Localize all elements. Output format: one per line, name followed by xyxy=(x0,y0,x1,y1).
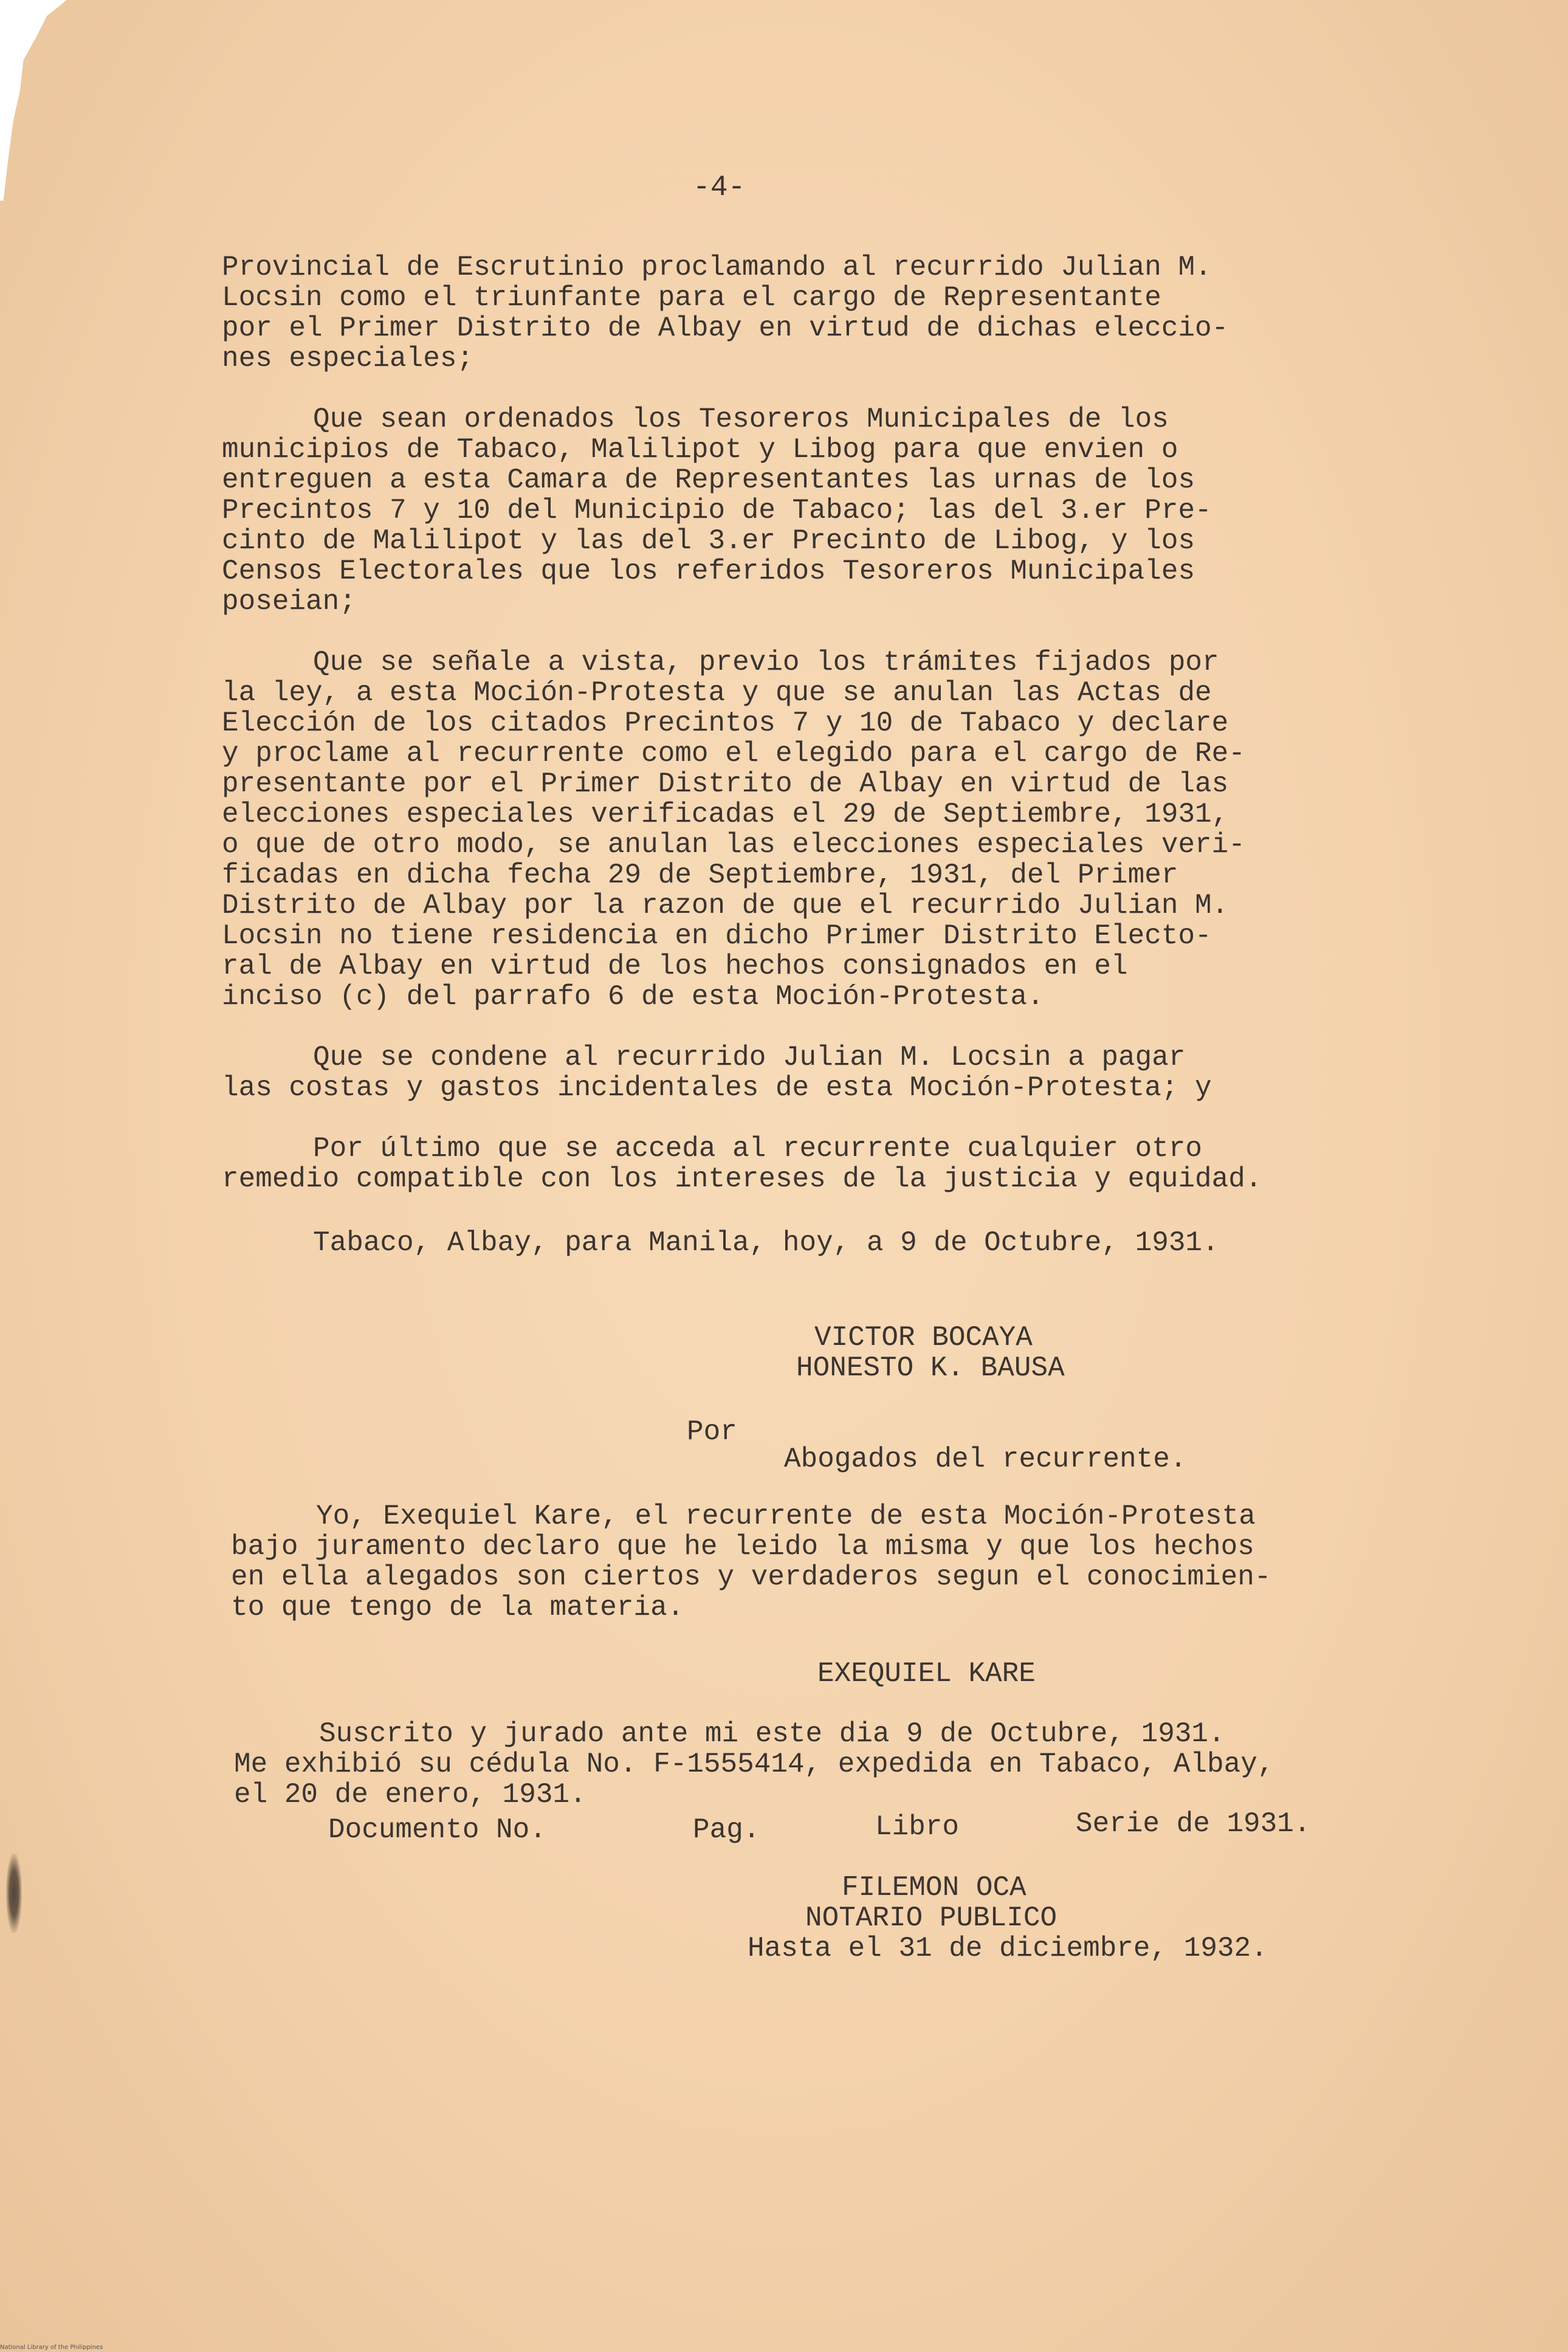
text-line: la ley, a esta Moción-Protesta y que se anulan las Actas de xyxy=(222,677,1212,709)
torn-corner xyxy=(0,0,67,201)
text-line: el 20 de enero, 1931. xyxy=(234,1779,586,1810)
text-line: en ella alegados son ciertos y verdaderos segun el conocimien- xyxy=(231,1561,1271,1593)
text-line: Elección de los citados Precintos 7 y 10 de Tabaco y declare xyxy=(222,707,1229,739)
text-line: Locsin no tiene residencia en dicho Primer Distrito Electo- xyxy=(222,920,1212,952)
jurat-doc-no: Documento No. xyxy=(328,1814,546,1846)
text-line: las costas y gastos incidentales de esta Moción-Protesta; y xyxy=(222,1072,1212,1104)
text-line: Yo, Exequiel Kare, el recurrente de esta Moción-Protesta xyxy=(316,1501,1256,1532)
text-line: Por último que se acceda al recurrente cualquier otro xyxy=(313,1133,1203,1164)
paragraph-3 xyxy=(222,647,1377,1012)
text-line: nes especiales; xyxy=(222,343,474,374)
page-number: -4- xyxy=(693,171,746,204)
text-line: por el Primer Distrito de Albay en virtud de dichas eleccio- xyxy=(222,312,1229,344)
text-line: entreguen a esta Camara de Representantes las urnas de los xyxy=(222,464,1195,496)
attorney-por: Por xyxy=(687,1416,737,1448)
text-line: Censos Electorales que los referidos Tesoreros Municipales xyxy=(222,555,1195,587)
verification-signer: EXEQUIEL KARE xyxy=(817,1658,1036,1690)
jurat-pag: Pag. xyxy=(693,1814,760,1846)
paragraph-2 xyxy=(222,404,1377,617)
text-line: poseian; xyxy=(222,586,356,617)
place-date: Tabaco, Albay, para Manila, hoy, a 9 de Octubre, 1931. xyxy=(313,1227,1219,1259)
footer-credit: National Library of the Philippines xyxy=(0,2344,103,2351)
notary-name: FILEMON OCA xyxy=(842,1872,1026,1903)
text-line: to que tengo de la materia. xyxy=(231,1592,684,1623)
text-line: inciso (c) del parrafo 6 de esta Moción-Protesta. xyxy=(222,981,1044,1013)
text-line: y proclame al recurrente como el elegido para el cargo de Re- xyxy=(222,738,1245,769)
attorney-role: Abogados del recurrente. xyxy=(784,1443,1187,1475)
paragraph-1 xyxy=(222,252,1377,374)
attorney-name-2: HONESTO K. BAUSA xyxy=(796,1352,1065,1384)
jurat xyxy=(234,1719,1389,1810)
text-line: ral de Albay en virtud de los hechos consignados en el xyxy=(222,951,1128,982)
text-line: elecciones especiales verificadas el 29 de Septiembre, 1931, xyxy=(222,799,1229,830)
text-line: remedio compatible con los intereses de la justicia y equidad. xyxy=(222,1163,1262,1195)
text-line: Precintos 7 y 10 del Municipio de Tabaco; las del 3.er Pre- xyxy=(222,495,1212,526)
text-line: Que se señale a vista, previo los trámites fijados por xyxy=(313,647,1219,678)
text-line: Locsin como el triunfante para el cargo de Representante xyxy=(222,282,1161,314)
jurat-libro: Libro xyxy=(875,1811,960,1843)
paragraph-4 xyxy=(222,1042,1377,1103)
notary-title: NOTARIO PUBLICO xyxy=(805,1902,1057,1934)
text-line: ficadas en dicha fecha 29 de Septiembre, 1931, del Primer xyxy=(222,859,1178,891)
jurat-serie: Serie de 1931. xyxy=(1076,1808,1311,1840)
text-line: Me exhibió su cédula No. F-1555414, expedida en Tabaco, Albay, xyxy=(234,1749,1274,1780)
text-line: Que sean ordenados los Tesoreros Municipales de los xyxy=(313,404,1169,435)
verification xyxy=(231,1501,1386,1623)
text-line: bajo juramento declaro que he leido la misma y que los hechos xyxy=(231,1531,1254,1563)
text-line: Distrito de Albay por la razon de que el recurrido Julian M. xyxy=(222,890,1229,921)
text-line: Provincial de Escrutinio proclamando al recurrido Julian M. xyxy=(222,252,1212,283)
text-line: cinto de Malilipot y las del 3.er Precinto de Libog, y los xyxy=(222,525,1195,557)
ink-blot xyxy=(6,1854,22,1933)
text-line: Que se condene al recurrido Julian M. Locsin a pagar xyxy=(313,1042,1186,1073)
paragraph-5 xyxy=(222,1133,1377,1194)
text-line: Suscrito y jurado ante mi este dia 9 de Octubre, 1931. xyxy=(319,1718,1225,1750)
text-line: municipios de Tabaco, Malilipot y Libog para que envien o xyxy=(222,434,1178,466)
text-line: presentante por el Primer Distrito de Albay en virtud de las xyxy=(222,768,1229,800)
attorney-name-1: VICTOR BOCAYA xyxy=(814,1322,1033,1353)
notary-term: Hasta el 31 de diciembre, 1932. xyxy=(748,1933,1268,1964)
text-line: o que de otro modo, se anulan las elecciones especiales veri- xyxy=(222,829,1245,861)
